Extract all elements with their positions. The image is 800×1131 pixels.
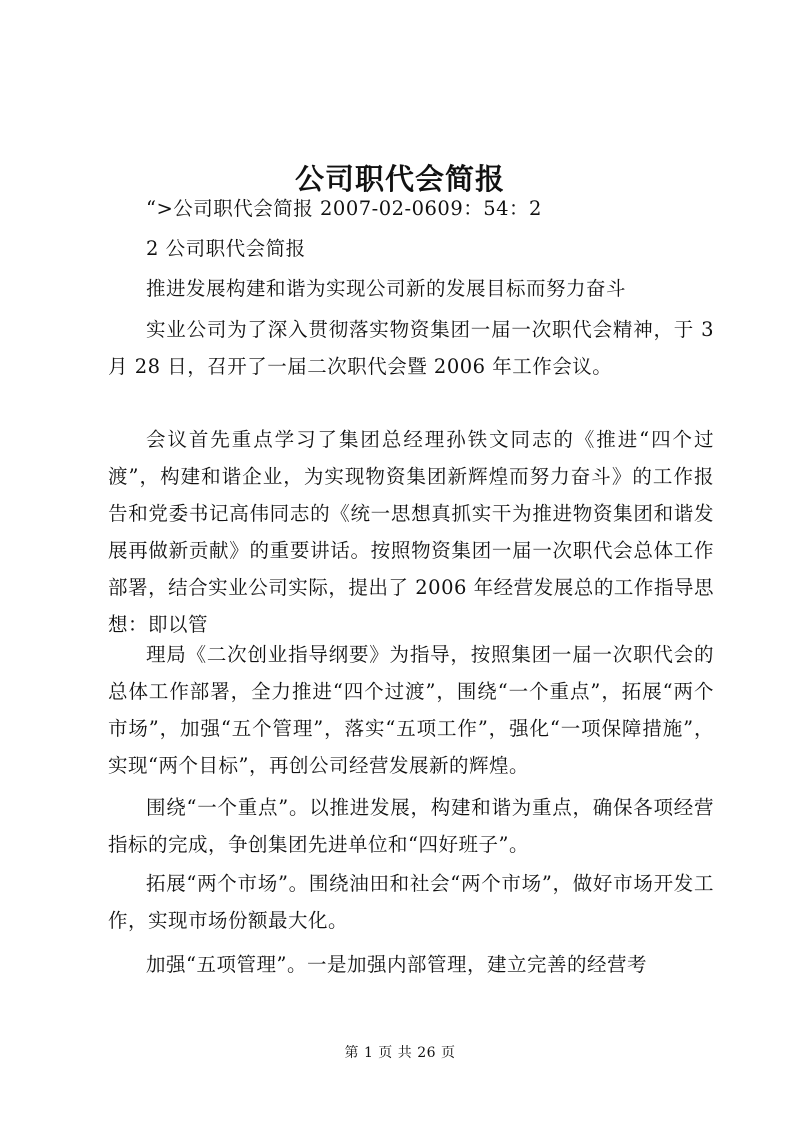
page-footer: 第 1 页 共 26 页 <box>344 1045 456 1061</box>
sub-title: 2 公司职代会简报 <box>146 237 306 260</box>
body-paragraph: 加强“五项管理”。一是加强内部管理，建立完善的经营考 <box>146 953 647 976</box>
document-title: 公司职代会简报 <box>294 162 505 197</box>
body-paragraph: 实业公司为了深入贯彻落实物资集团一届一次职代会精神，于 3 月 28 日，召开了一届二次职代会暨 2006 年工作会议。 <box>108 318 714 378</box>
meta-line: “>公司职代会简报 2007-02-0609：54：2 <box>146 197 542 220</box>
body-paragraph: 理局《二次创业指导纲要》为指导，按照集团一届一次职代会的总体工作部署，全力推进“四个过渡”，围绕“一个重点”，拓展“两个市场”，加强“五个管理”，落实“五项工作”，强化“一项保障措施”，实现“两个目标”，再创公司经营发展新的辉煌。 <box>108 643 714 777</box>
body-paragraph: 会议首先重点学习了集团总经理孙铁文同志的《推进“四个过渡”，构建和谐企业，为实现物资集团新辉煌而努力奋斗》的工作报告和党委书记高伟同志的《统一思想真抓实干为推进物资集团和谐发展再做新贡献》的重要讲话。按照物资集团一届一次职代会总体工作部署，结合实业公司实际，提出了 2006 年经营发展总的工作指导思想：即以管 <box>108 428 714 636</box>
body-paragraph: 拓展“两个市场”。围绕油田和社会“两个市场”，做好市场开发工作，实现市场份额最大化。 <box>108 872 714 932</box>
lead-line: 推进发展构建和谐为实现公司新的发展目标而努力奋斗 <box>146 277 627 300</box>
body-paragraph: 围绕“一个重点”。以推进发展，构建和谐为重点，确保各项经营指标的完成，争创集团先进单位和“四好班子”。 <box>108 796 714 856</box>
